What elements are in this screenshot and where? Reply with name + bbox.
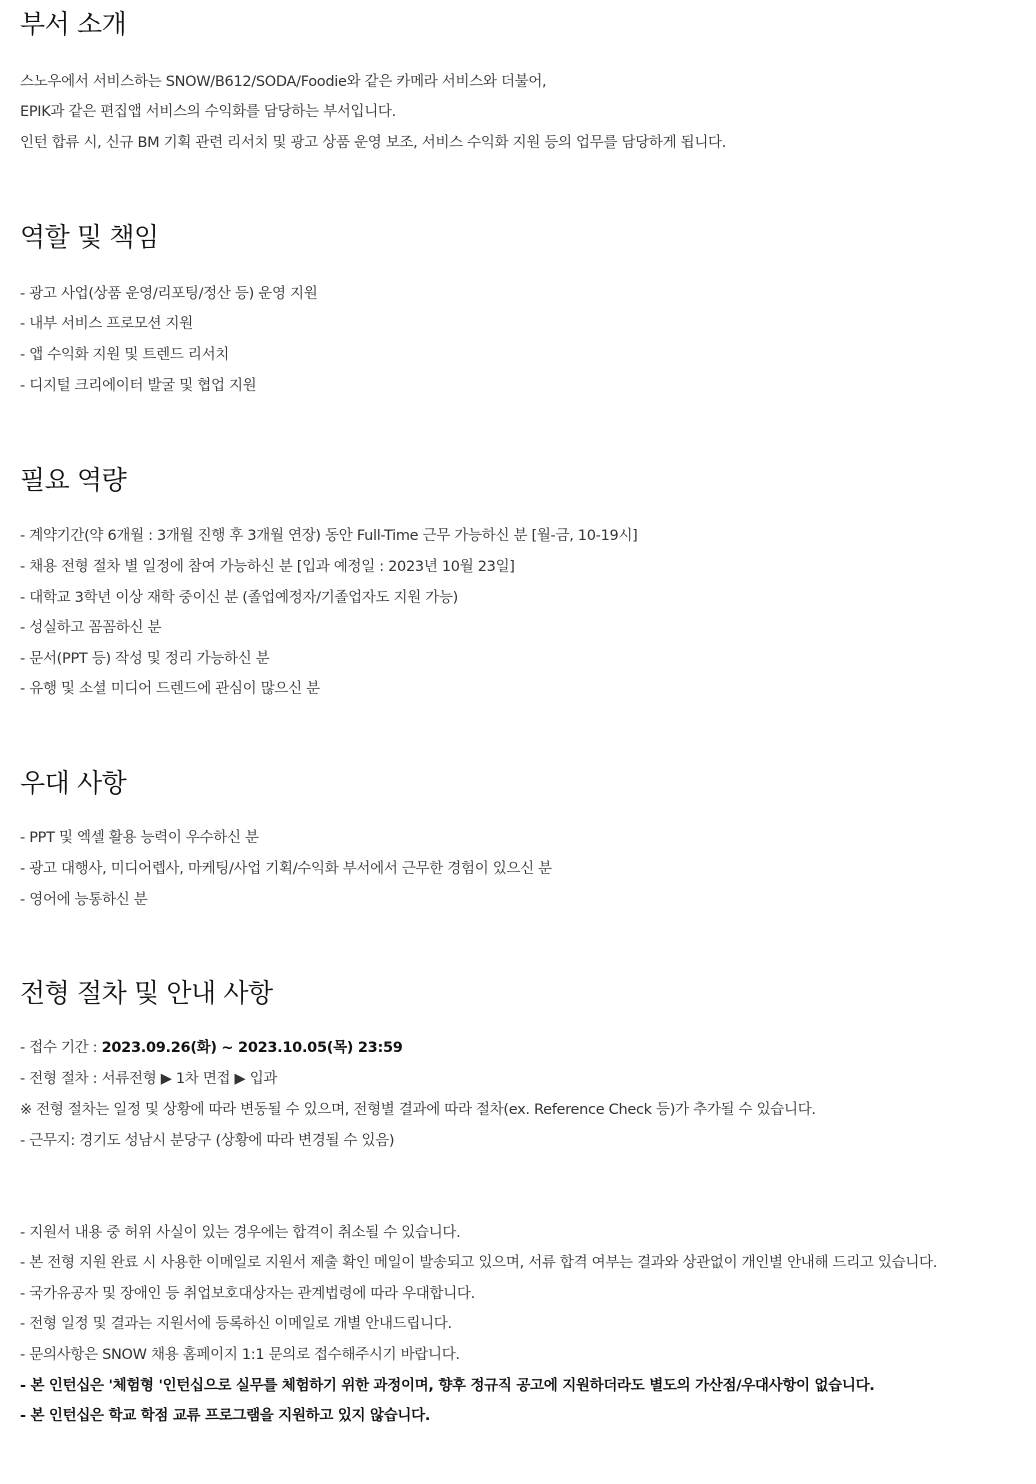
roles-item: - 내부 서비스 프로모션 지원 (20, 316, 193, 332)
notice-item: - 문의사항은 SNOW 채용 홈페이지 1:1 문의로 접수해주시기 바랍니다. (20, 1347, 460, 1363)
intro-title: 부서 소개 (20, 10, 127, 40)
process-title: 전형 절차 및 안내 사항 (20, 979, 273, 1009)
roles-item: - 광고 사업(상품 운영/리포팅/정산 등) 운영 지원 (20, 286, 318, 302)
roles-title: 역할 및 책임 (20, 223, 159, 253)
process-steps: - 전형 절차 : 서류전형 ▶ 1차 면접 ▶ 입과 (20, 1071, 278, 1087)
requirements-title: 필요 역량 (20, 466, 127, 496)
preferred-item: - 영어에 능통하신 분 (20, 892, 148, 908)
notice-item-bold: - 본 인턴십은 학교 학점 교류 프로그램을 지원하고 있지 않습니다. (20, 1408, 431, 1424)
application-period-value: 2023.09.26(화) ~ 2023.10.05(목) 23:59 (101, 1040, 403, 1056)
intro-line: 인턴 합류 시, 신규 BM 기획 관련 리서치 및 광고 상품 운영 보조, 서비스 수익화 지원 등의 업무를 담당하게 됩니다. (20, 135, 727, 151)
preferred-item: - 광고 대행사, 미디어렙사, 마케팅/사업 기획/수익화 부서에서 근무한 경험이 있으신 분 (20, 861, 552, 877)
notice-item: - 국가유공자 및 장애인 등 취업보호대상자는 관계법령에 따라 우대합니다. (20, 1286, 475, 1302)
notice-item: - 전형 일정 및 결과는 지원서에 등록하신 이메일로 개별 안내드립니다. (20, 1316, 452, 1332)
preferred-title: 우대 사항 (20, 769, 127, 799)
intro-line: 스노우에서 서비스하는 SNOW/B612/SODA/Foodie와 같은 카메라 서비스와 더불어, (20, 74, 547, 90)
process-note: ※ 전형 절차는 일정 및 상황에 따라 변동될 수 있으며, 전형별 결과에 따라 절차(ex. Reference Check 등)가 추가될 수 있습니다. (20, 1102, 816, 1118)
notice-item: - 지원서 내용 중 허위 사실이 있는 경우에는 합격이 취소될 수 있습니다. (20, 1225, 461, 1241)
notice-item: - 본 전형 지원 완료 시 사용한 이메일로 지원서 제출 확인 메일이 발송되고 있으며, 서류 합격 여부는 결과와 상관없이 개인별 안내해 드리고 있습니다. (20, 1255, 938, 1271)
requirements-item: - 성실하고 꼼꼼하신 분 (20, 620, 162, 636)
application-period (20, 1038, 403, 1058)
application-period-label: - 접수 기간 : (20, 1040, 102, 1056)
requirements-item: - 계약기간(약 6개월 : 3개월 진행 후 3개월 연장) 동안 Full-Time 근무 가능하신 분 [월-금, 10-19시] (20, 528, 638, 544)
roles-item: - 디지털 크리에이터 발굴 및 협업 지원 (20, 378, 257, 394)
preferred-item: - PPT 및 엑셀 활용 능력이 우수하신 분 (20, 830, 259, 846)
requirements-item: - 채용 전형 절차 별 일정에 참여 가능하신 분 [입과 예정일 : 2023년 10월 23일] (20, 559, 515, 575)
notice-item-bold: - 본 인턴십은 '체험형 '인턴십으로 실무를 체험하기 위한 과정이며, 향후 정규직 공고에 지원하더라도 별도의 가산점/우대사항이 없습니다. (20, 1378, 875, 1394)
work-location: - 근무지: 경기도 성남시 분당구 (상황에 따라 변경될 수 있음) (20, 1133, 395, 1149)
intro-line: EPIK과 같은 편집앱 서비스의 수익화를 담당하는 부서입니다. (20, 104, 396, 120)
requirements-item: - 문서(PPT 등) 작성 및 정리 가능하신 분 (20, 651, 270, 667)
roles-item: - 앱 수익화 지원 및 트렌드 리서치 (20, 347, 229, 363)
requirements-item: - 대학교 3학년 이상 재학 중이신 분 (졸업예정자/기졸업자도 지원 가능) (20, 590, 459, 606)
requirements-item: - 유행 및 소셜 미디어 드렌드에 관심이 많으신 분 (20, 681, 320, 697)
